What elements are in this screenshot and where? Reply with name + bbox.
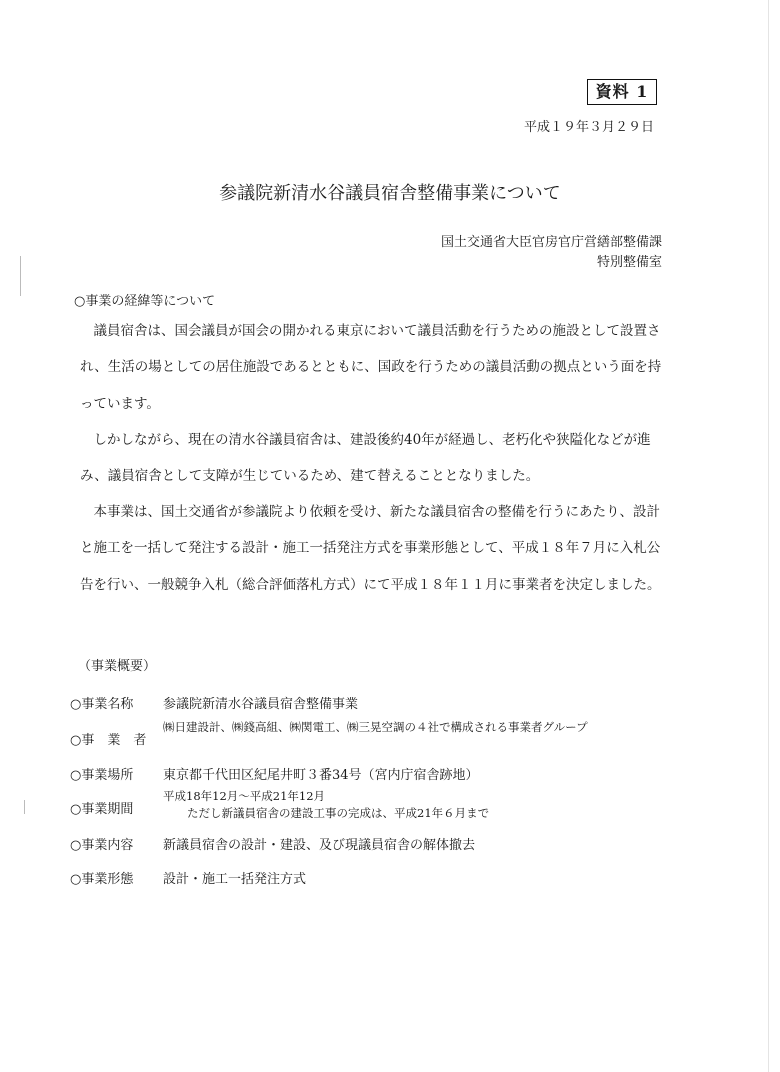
overview-value-project-name: 参議院新清水谷議員宿舎整備事業	[163, 697, 359, 712]
overview-value-form: 設計・施工一括発注方式	[163, 872, 307, 887]
overview-value-content: 新議員宿舎の設計・建設、及び現議員宿舎の解体撤去	[163, 838, 476, 853]
overview-label-period: ○事業期間	[70, 802, 134, 817]
overview-value-period: 平成18年12月～平成21年12月	[163, 789, 326, 803]
overview-value-location: 東京都千代田区紀尾井町３番34号（宮内庁宿舎跡地）	[163, 768, 479, 783]
overview-label-project-name: ○事業名称	[70, 697, 134, 712]
section-heading: ○事業の経緯等について	[74, 294, 216, 309]
organization-office: 特別整備室	[596, 255, 662, 270]
overview-note-period: ただし新議員宿舎の建設工事の完成は、平成21年６月まで	[187, 806, 490, 820]
overview-label-content: ○事業内容	[70, 838, 134, 853]
overview-value-contractor: ㈱日建設計、㈱錢高組、㈱関電工、㈱三晃空調の４社で構成される事業者グループ	[163, 720, 588, 734]
paragraph-background: しかしながら、現在の清水谷議員宿舎は、建設後約40年が経過し、老朽化や狭隘化などが進み、議員宿舎として支障が生じているため、建て替えることとなりました。	[80, 432, 651, 485]
scan-edge-line	[768, 0, 769, 1072]
overview-heading: （事業概要）	[78, 659, 157, 674]
overview-label-location: ○事業場所	[70, 768, 134, 783]
scan-edge-mark	[24, 800, 25, 814]
document-date: 平成１９年３月２９日	[523, 120, 654, 135]
document-title: 参議院新清水谷議員宿舎整備事業について	[219, 183, 561, 204]
paragraph-purpose: 議員宿舎は、国会議員が国会の開かれる東京において議員活動を行うための施設として設置され、生活の場としての居住施設であるとともに、国政を行うための議員活動の拠点という面を持っています。	[80, 323, 662, 412]
overview-label-form: ○事業形態	[70, 872, 134, 887]
scan-edge-mark	[20, 256, 21, 296]
overview-label-contractor: ○事 業 者	[70, 733, 147, 748]
paragraph-procurement: 本事業は、国土交通省が参議院より依頼を受け、新たな議員宿舎の整備を行うにあたり、設計と施工を一括して発注する設計・施工一括発注方式を事業形態として、平成１８年７月に入札公告を行い、一般競争入札（総合評価落札方式）にて平成１８年１１月に事業者を決定しました。	[80, 504, 661, 593]
organization-name: 国土交通省大臣官房官庁営繕部整備課	[440, 235, 662, 250]
document-tag: 資料 1	[587, 79, 657, 105]
